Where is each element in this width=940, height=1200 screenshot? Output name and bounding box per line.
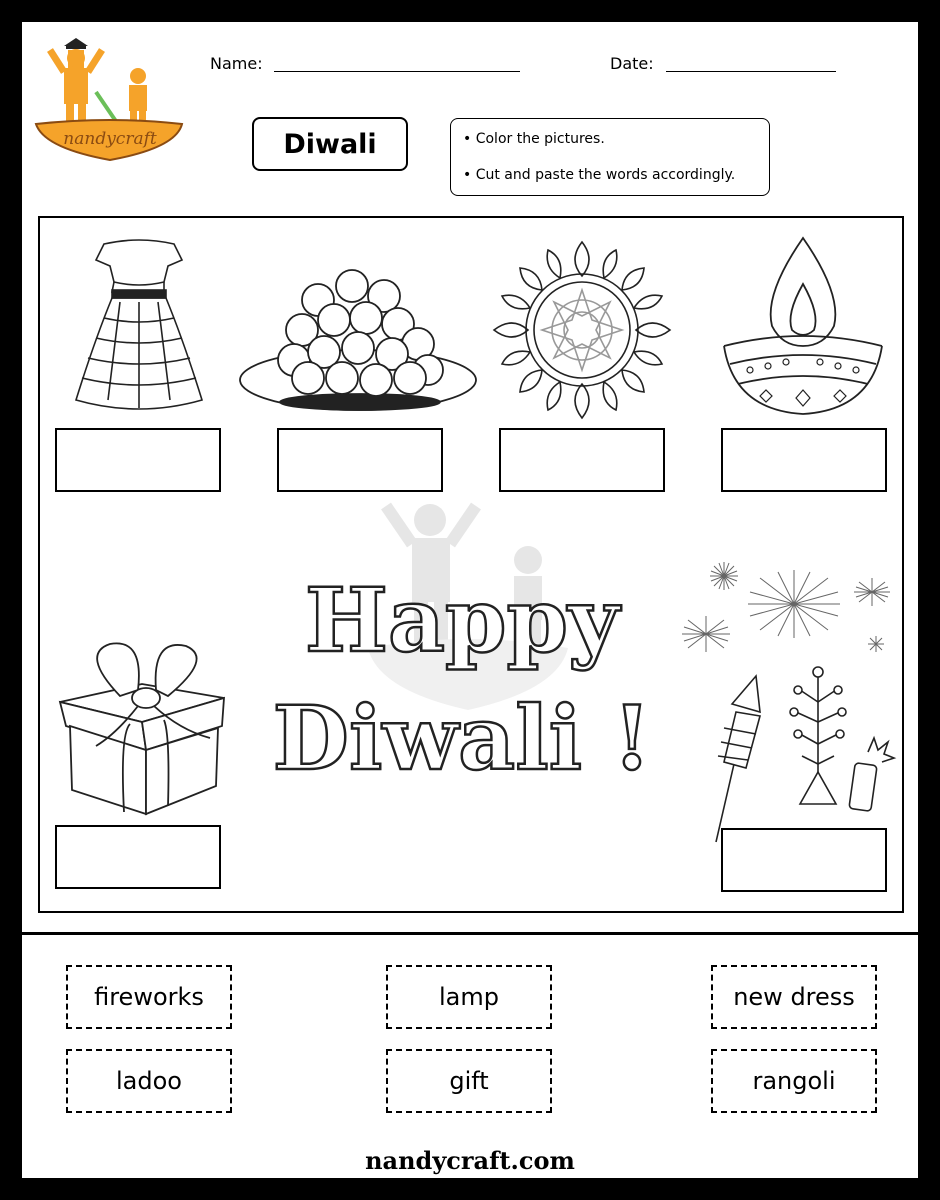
name-line (274, 71, 520, 72)
fireworks-icon (678, 552, 900, 832)
word-card[interactable]: fireworks (66, 965, 232, 1029)
gift-box-icon (60, 634, 228, 814)
word-card[interactable]: ladoo (66, 1049, 232, 1113)
nandycraft-logo (30, 32, 190, 172)
date-label: Date: (610, 54, 654, 73)
diya-lamp-icon (720, 234, 886, 420)
instructions-box (450, 118, 770, 196)
word-card[interactable]: gift (386, 1049, 552, 1113)
rangoli-icon (488, 236, 676, 424)
instruction-item: • Color the pictures. (463, 131, 605, 147)
date-line (666, 71, 836, 72)
word-card[interactable]: new dress (711, 965, 877, 1029)
answer-box[interactable] (55, 428, 221, 492)
cut-divider (22, 932, 918, 935)
instruction-item: • Cut and paste the words accordingly. (463, 167, 736, 183)
logo-text: nandycraft (63, 129, 157, 149)
greeting-line-1: Happy (304, 568, 620, 672)
word-card[interactable]: lamp (386, 965, 552, 1029)
answer-box[interactable] (499, 428, 665, 492)
answer-box[interactable] (277, 428, 443, 492)
answer-box[interactable] (55, 825, 221, 889)
greeting-line-2: Diwali ! (272, 686, 652, 790)
answer-box[interactable] (721, 828, 887, 892)
ladoo-plate-icon (238, 260, 482, 420)
footer-website: nandycraft.com (365, 1146, 575, 1175)
word-card[interactable]: rangoli (711, 1049, 877, 1113)
name-label: Name: (210, 54, 263, 73)
worksheet-title: Diwali (252, 117, 408, 171)
worksheet-page (22, 22, 918, 1178)
dress-icon (64, 232, 214, 422)
answer-box[interactable] (721, 428, 887, 492)
